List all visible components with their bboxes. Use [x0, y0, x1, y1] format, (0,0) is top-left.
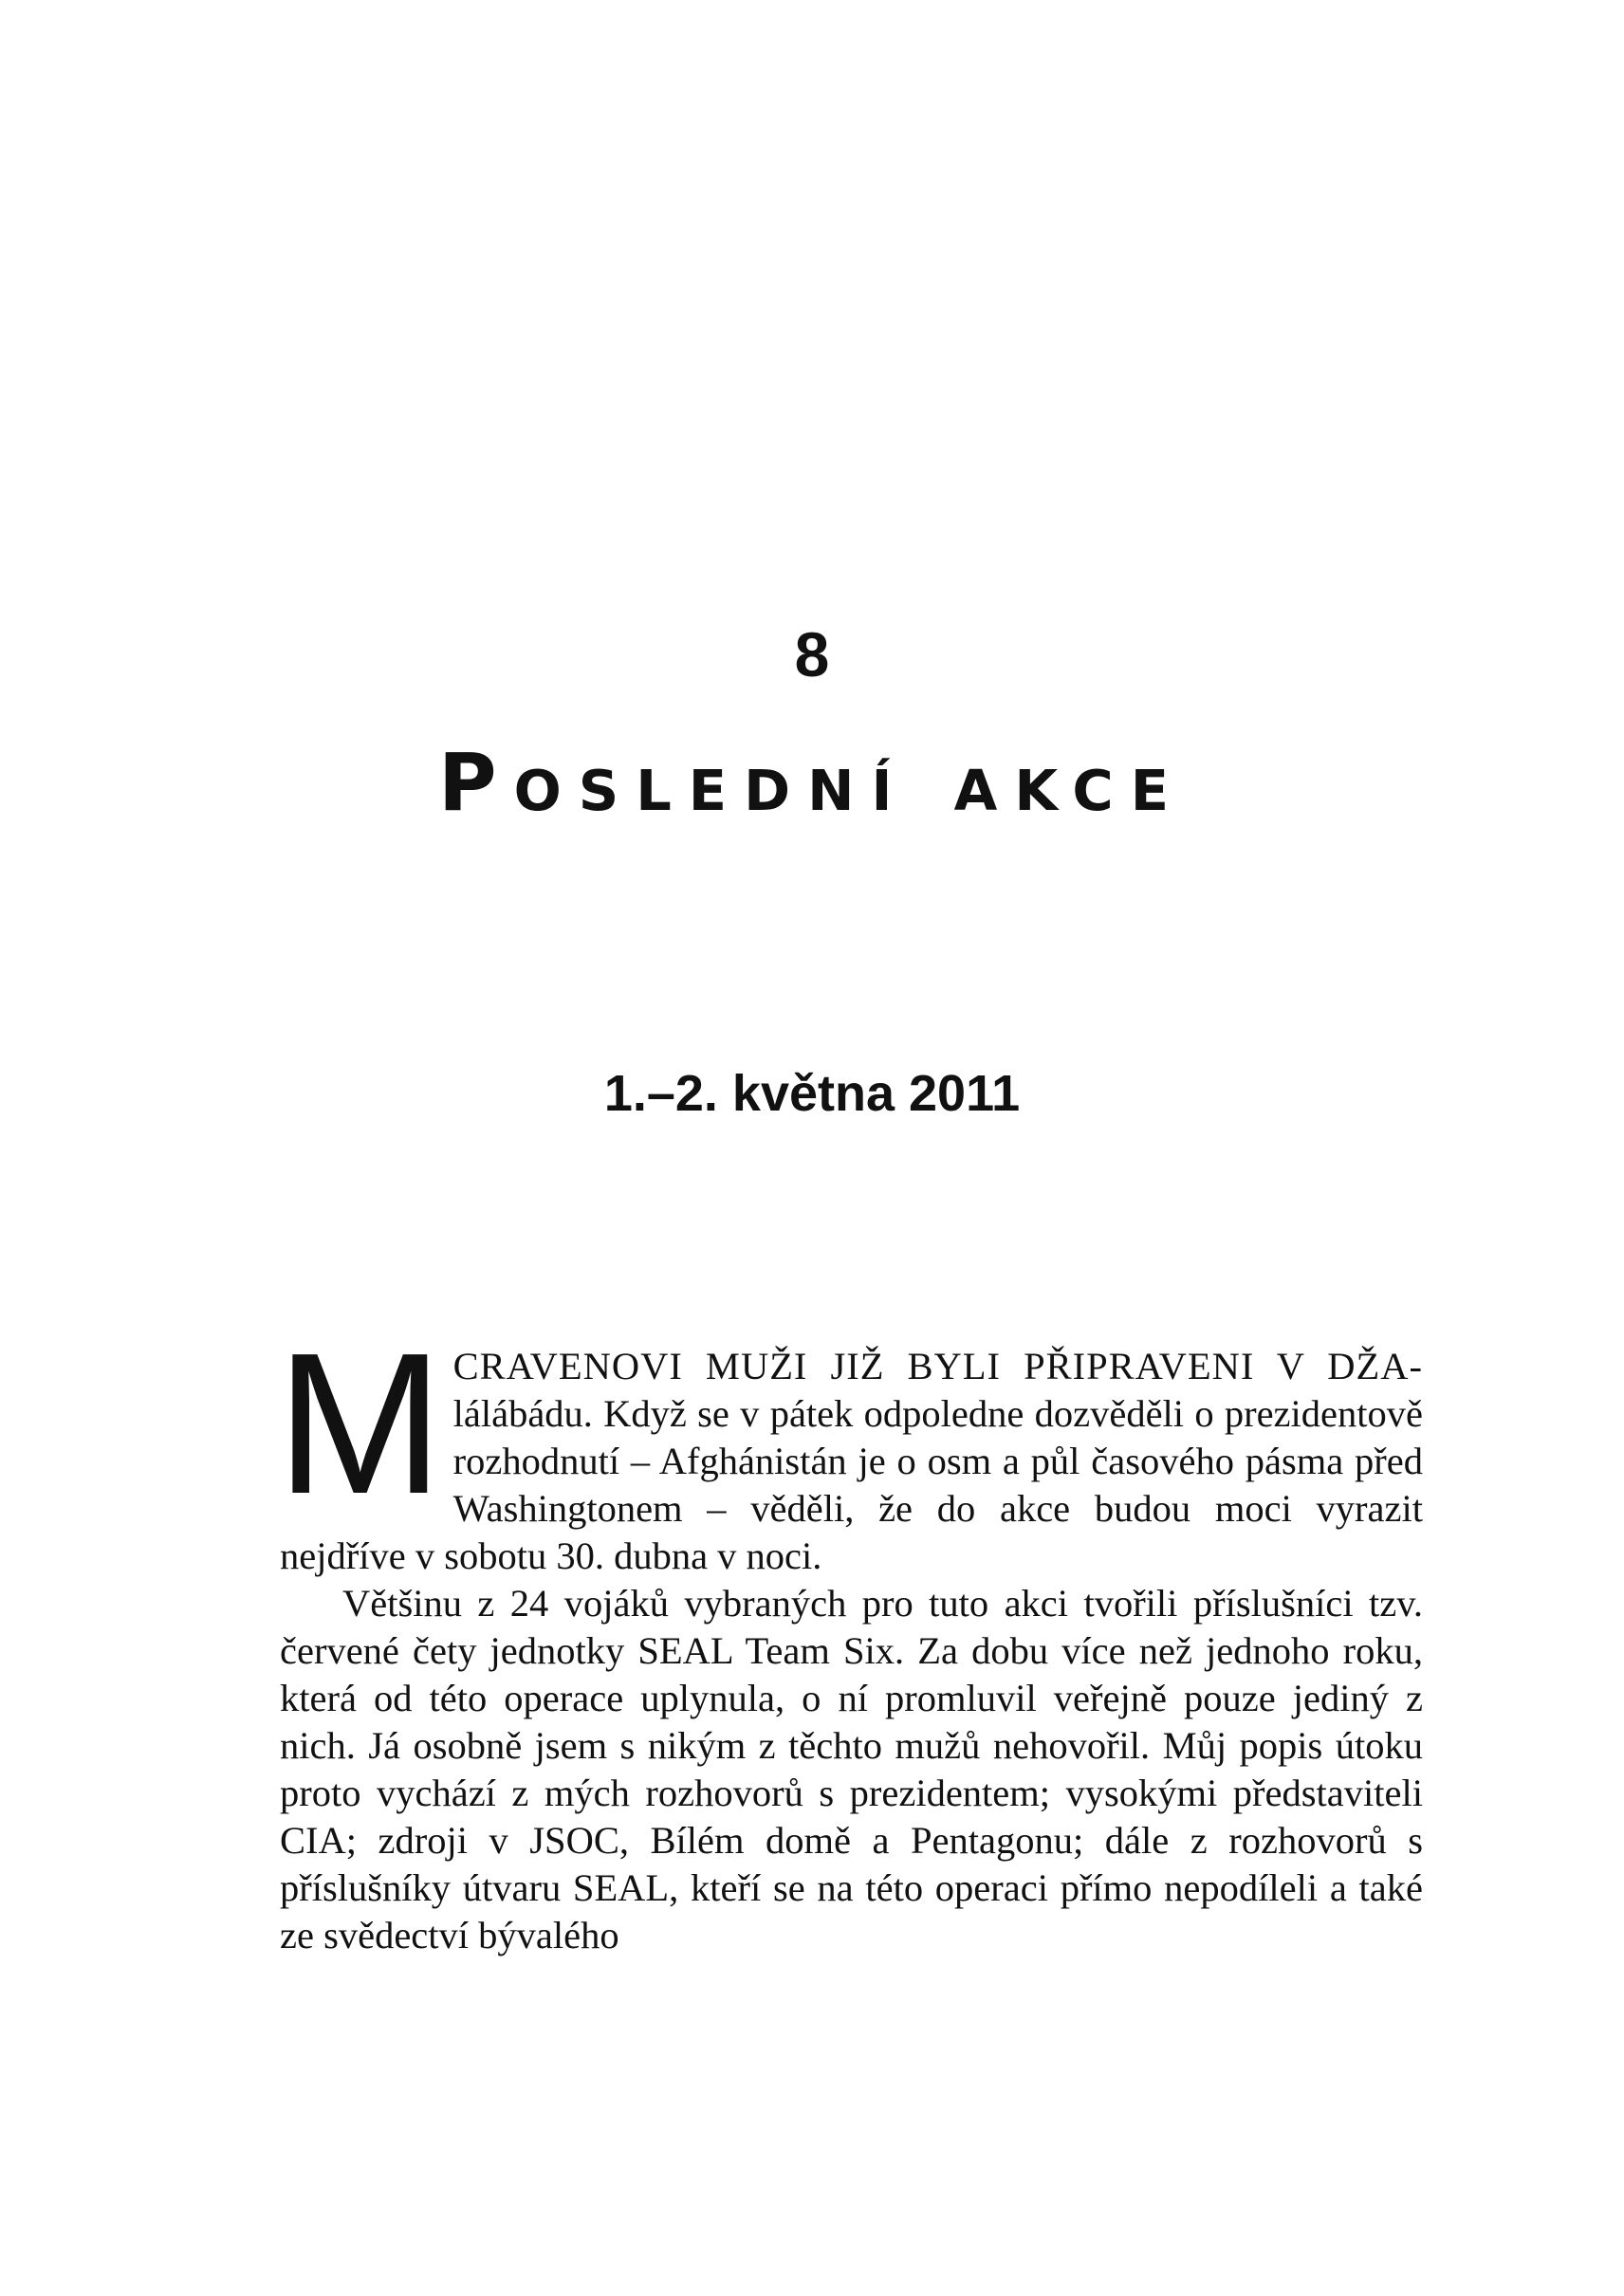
paragraph	[276, 1311, 1423, 1580]
chapter-date: 1.–2. května 2011	[603, 1065, 1021, 1122]
paragraph-text: lálábádu. Když se v pátek odpoledne dozvěděli o prezidentově rozhodnutí – Afghánistán je o osm a půl časového pásma před Washingtonem – věděli, že do akce budou moci vyrazit nejdříve v sobotu 30. dubna v noci.	[280, 1392, 1423, 1577]
lead-in-caps: CRAVENOVI MUŽI JIŽ BYLI PŘIPRAVENI V DŽA-	[452, 1345, 1423, 1387]
paragraph: Většinu z 24 vojáků vybraných pro tuto akci tvořili příslušníci tzv. červené čety jednotky SEAL Team Six. Za dobu více než jednoho roku, která od této operace uplynula, o ní promluvil veřejně pouze jediný z nich. Já osobně jsem s nikým z těchto mužů nehovořil. Můj popis útoku proto vychází z mých rozhovorů s prezidentem; vysokými představiteli CIA; zdroji v JSOC, Bílém domě a Pentagonu; dále z rozhovorů s příslušníky útvaru SEAL, kteří se na této operaci přímo nepodíleli a také ze svědectví bývalého	[280, 1582, 1423, 1956]
drop-cap: M	[276, 1311, 440, 1535]
body-text	[276, 1311, 1423, 1959]
chapter-title: Poslední akce	[438, 736, 1186, 829]
chapter-number: 8	[794, 619, 830, 689]
